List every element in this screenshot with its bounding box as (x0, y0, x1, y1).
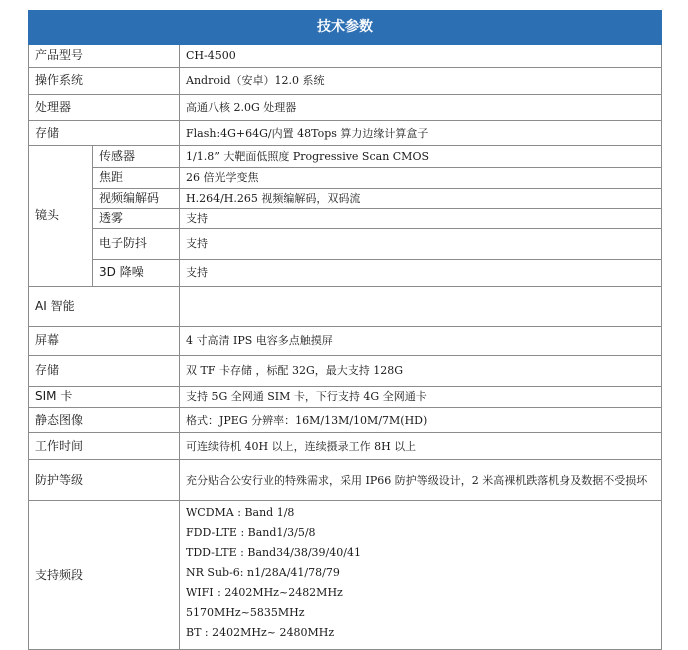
lens-item-label: 视频编解码 (93, 188, 180, 209)
lens-item-value: 26 倍光学变焦 (180, 167, 662, 188)
row-screen (29, 326, 662, 355)
row-bands (29, 501, 662, 650)
row-storage-card (29, 355, 662, 386)
row-value: 充分贴合公安行业的特殊需求，采用 IP66 防护等级设计，2 米高裸机跌落机身及数据不受损坏 (180, 459, 662, 500)
row-sim (29, 386, 662, 408)
band-line: WCDMA : Band 1/8 (186, 506, 295, 520)
lens-item-label: 焦距 (93, 167, 180, 188)
row-lens-defog (29, 209, 662, 229)
row-label: 操作系统 (29, 67, 180, 94)
lens-item-label: 3D 降噪 (93, 259, 180, 286)
band-line: BT : 2402MHz~ 2480MHz (186, 626, 335, 640)
row-value: CH-4500 (180, 45, 662, 68)
row-model (29, 45, 662, 68)
row-lens-denoise (29, 259, 662, 286)
lens-item-label: 电子防抖 (93, 228, 180, 259)
row-label: 屏幕 (29, 326, 180, 355)
lens-item-value: 支持 (180, 209, 662, 229)
row-label: 存储 (29, 355, 180, 386)
band-line: FDD-LTE : Band1/3/5/8 (186, 526, 316, 540)
row-value: 双 TF 卡存储 ，标配 32G，最大支持 128G (180, 355, 662, 386)
row-protection (29, 459, 662, 500)
row-label: 支持频段 (29, 501, 180, 650)
row-value: 4 寸高清 IPS 电容多点触摸屏 (180, 326, 662, 355)
band-line: WIFI : 2402MHz~2482MHz (186, 586, 343, 600)
row-label: SIM 卡 (29, 386, 180, 408)
row-lens-stabilization (29, 228, 662, 259)
lens-item-value: H.264/H.265 视频编解码，双码流 (180, 188, 662, 209)
table-header-row (29, 11, 662, 45)
row-label: 静态图像 (29, 408, 180, 433)
row-value: Flash:4G+64G/内置 48Tops 算力边缘计算盒子 (180, 121, 662, 146)
row-value: 可连续待机 40H 以上，连续摄录工作 8H 以上 (180, 433, 662, 460)
row-label: AI 智能 (29, 286, 180, 326)
lens-item-value: 支持 (180, 259, 662, 286)
row-label: 产品型号 (29, 45, 180, 68)
row-label: 防护等级 (29, 459, 180, 500)
lens-group-label: 镜头 (29, 146, 93, 286)
band-line: TDD-LTE : Band34/38/39/40/41 (186, 546, 361, 560)
row-label: 工作时间 (29, 433, 180, 460)
row-value: 高通八核 2.0G 处理器 (180, 94, 662, 121)
row-label: 处理器 (29, 94, 180, 121)
lens-item-value: 1/1.8” 大靶面低照度 Progressive Scan CMOS (180, 146, 662, 168)
row-storage (29, 121, 662, 146)
row-value: Android（安卓）12.0 系统 (180, 67, 662, 94)
lens-item-label: 透雾 (93, 209, 180, 229)
row-label: 存储 (29, 121, 180, 146)
lens-item-value: 支持 (180, 228, 662, 259)
row-worktime (29, 433, 662, 460)
table-title: 技术参数 (29, 11, 662, 45)
row-os (29, 67, 662, 94)
row-value: 支持 5G 全网通 SIM 卡，下行支持 4G 全网通卡 (180, 386, 662, 408)
row-image (29, 408, 662, 433)
band-line: NR Sub-6: n1/28A/41/78/79 (186, 566, 340, 580)
row-value: 格式：JPEG 分辨率：16M/13M/10M/7M(HD) (180, 408, 662, 433)
row-value (180, 286, 662, 326)
lens-item-label: 传感器 (93, 146, 180, 168)
row-lens-codec (29, 188, 662, 209)
bands-cell (180, 501, 662, 650)
band-line: 5170MHz~5835MHz (186, 606, 305, 620)
row-ai (29, 286, 662, 326)
spec-table (28, 10, 662, 650)
row-lens-focal (29, 167, 662, 188)
row-cpu (29, 94, 662, 121)
row-lens-sensor (29, 146, 662, 168)
